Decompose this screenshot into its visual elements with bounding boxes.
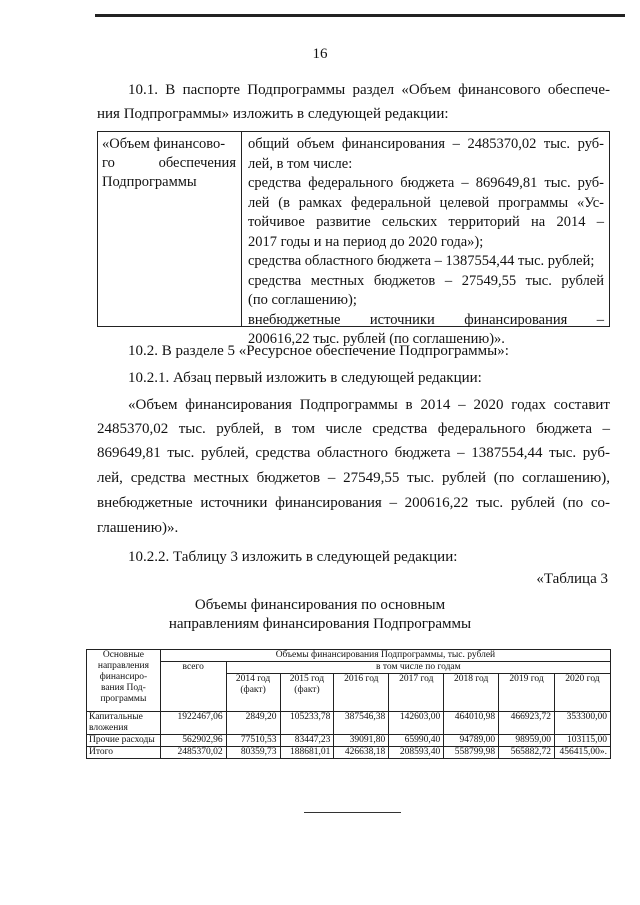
table-row [87, 747, 611, 759]
table-cell: 103115,00 [554, 735, 610, 747]
table-cell: 387546,38 [334, 712, 389, 735]
passport-left-cell [102, 135, 236, 192]
passport-left-line: Подпрограммы [102, 174, 197, 190]
paragraph-line: «Объем финансирования Подпрограммы в 2014 – 2020 годах составит [128, 397, 610, 413]
passport-right-line: (по соглашению); [248, 292, 357, 308]
paragraph-line: лей, средства местных бюджетов – 27549,55 тыс. рублей (по соглашению), [97, 470, 610, 486]
table-cell: 94789,00 [444, 735, 499, 747]
table-title-line2: направлениям финансирования Подпрограммы [168, 616, 472, 632]
passport-divider [241, 132, 242, 326]
passport-right-line: общий объем финансирования – 2485370,02 тыс. руб- [248, 136, 604, 152]
section-10-2: 10.2. В разделе 5 «Ресурсное обеспечение Подпрограммы»: [128, 343, 509, 359]
table-cell: 105233,78 [280, 712, 334, 735]
top-rule [95, 14, 625, 17]
passport-box [97, 131, 610, 347]
table-title-line1: Объемы финансирования по основным [194, 597, 446, 613]
table-cell: 208593,40 [389, 747, 444, 759]
paragraph-line: 869649,81 тыс. рублей, средства областного бюджета – 1387554,44 тыс. руб- [97, 445, 610, 461]
table-cell: 142603,00 [389, 712, 444, 735]
table-cell: 1922467,06 [160, 712, 226, 735]
paragraph-line: глашению)». [97, 520, 179, 536]
row-label: Прочие расходы [87, 735, 161, 747]
table-cell: 83447,23 [280, 735, 334, 747]
table-year-header: 2014 год (факт) [226, 674, 280, 712]
row-label: Капитальные вложения [87, 712, 161, 735]
table-cell: 353300,00 [554, 712, 610, 735]
table-row [87, 712, 611, 735]
passport-right-line: лей (в рамках федеральной целевой программы «Ус- [248, 194, 604, 211]
table-year-header: 2019 год [499, 674, 555, 712]
table-years-group-header: в том числе по годам [226, 662, 610, 674]
passport-right-line: внебюджетные источники финансирования – [248, 311, 604, 328]
financing-table [86, 649, 611, 759]
paragraph-line: 2485370,02 тыс. рублей, в том числе средства федерального бюджета – [97, 421, 610, 437]
table-corner-header: Основные направления финансиро-вания Под-программы [87, 650, 161, 712]
table-cell: 98959,00 [499, 735, 555, 747]
table-year-header: 2016 год [334, 674, 389, 712]
table-header-row [87, 650, 611, 662]
table-cell: 426638,18 [334, 747, 389, 759]
section-10-2-2: 10.2.2. Таблицу 3 изложить в следующей редакции: [128, 549, 458, 565]
passport-right-line: тойчивое развитие сельских территорий на 2014 – [248, 214, 604, 230]
table-label: «Таблица 3 [536, 571, 608, 587]
table-header-row [87, 662, 611, 674]
passport-right-line: средства федерального бюджета – 869649,81 тыс. руб- [248, 175, 604, 191]
table-year-header: 2020 год [554, 674, 610, 712]
table-cell: 565882,72 [499, 747, 555, 759]
table-cell: 2849,20 [226, 712, 280, 735]
table-year-header: 2018 год [444, 674, 499, 712]
table-cell: 456415,00». [554, 747, 610, 759]
table-cell: 466923,72 [499, 712, 555, 735]
table-cell: 188681,01 [280, 747, 334, 759]
row-label: Итого [87, 747, 161, 759]
passport-right-line: лей, в том числе: [248, 155, 353, 172]
table-cell: 558799,98 [444, 747, 499, 759]
passport-right-cell [248, 135, 604, 350]
table-cell: 464010,98 [444, 712, 499, 735]
table-cell: 65990,40 [389, 735, 444, 747]
passport-left-line: го обеспечения [102, 155, 236, 171]
bottom-rule [304, 812, 401, 813]
table-cell: 2485370,02 [160, 747, 226, 759]
passport-right-line: 2017 годы и на период до 2020 года»); [248, 233, 484, 250]
passport-right-line: 200616,22 тыс. рублей (по соглашению)». [248, 331, 505, 347]
passport-right-line: средства местных бюджетов – 27549,55 тыс. рублей [248, 272, 604, 289]
section-10-1-line2: ния Подпрограммы» изложить в следующей редакции: [97, 106, 449, 122]
section-10-2-1: 10.2.1. Абзац первый изложить в следующей редакции: [128, 370, 482, 386]
table-cell: 562902,96 [160, 735, 226, 747]
table-row [87, 735, 611, 747]
table-total-header: всего [160, 662, 226, 712]
table-year-header: 2017 год [389, 674, 444, 712]
table-year-header: 2015 год (факт) [280, 674, 334, 712]
table-cell: 77510,53 [226, 735, 280, 747]
table-group-header: Объемы финансирования Подпрограммы, тыс. рублей [160, 650, 610, 662]
table-cell: 39091,80 [334, 735, 389, 747]
paragraph-line: внебюджетные источники финансирования – 200616,22 тыс. рублей (по со- [97, 495, 610, 511]
section-10-1-line1: 10.1. В паспорте Подпрограммы раздел «Объем финансового обеспече- [128, 82, 610, 98]
page-number: 16 [312, 46, 328, 62]
passport-left-line: «Объем финансово- [102, 136, 226, 152]
table-cell: 80359,73 [226, 747, 280, 759]
passport-right-line: средства областного бюджета – 1387554,44 тыс. рублей; [248, 253, 595, 269]
